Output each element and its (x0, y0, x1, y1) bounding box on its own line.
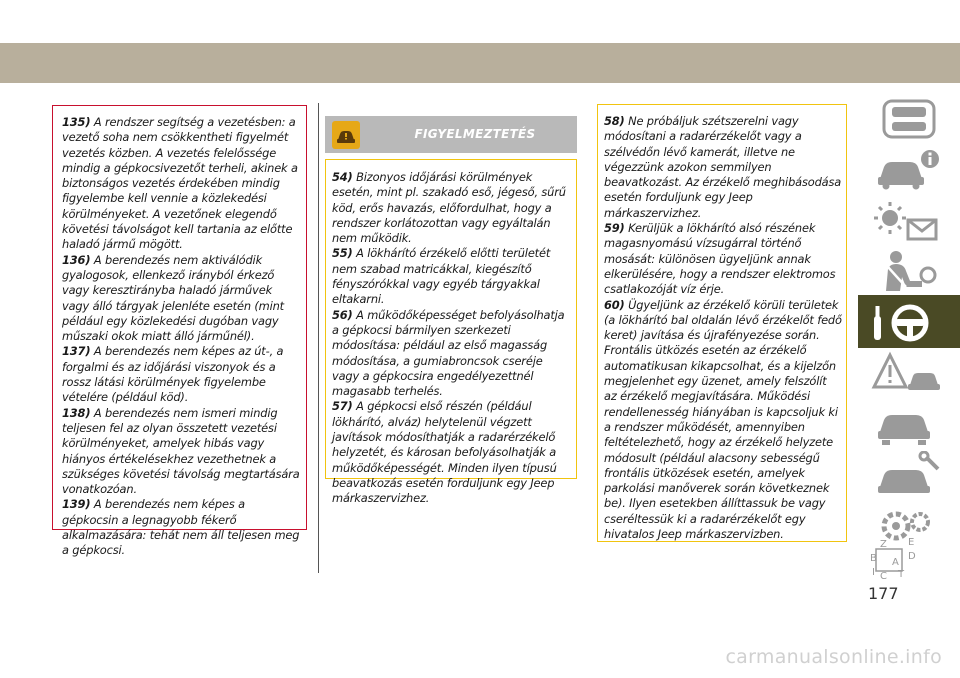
car-warning-icon (331, 120, 361, 150)
chapter-tab-info[interactable] (858, 142, 960, 195)
note-137: 137) A berendezés nem képes az út-, a forgalmi és az időjárási viszonyok és a rossz látási körülmények figyelembe vételére (például köd). (62, 344, 284, 405)
chapter-tab-lights[interactable] (858, 193, 960, 246)
watermark: carmanualsonline.info (725, 646, 942, 668)
svg-text:E: E (908, 537, 915, 548)
column-divider (318, 103, 319, 573)
chapter-tab-emergency[interactable] (858, 346, 960, 399)
svg-text:I: I (872, 567, 875, 578)
chapter-tab-driving-active[interactable] (858, 295, 960, 348)
chapter-tab-maintenance[interactable] (858, 397, 960, 450)
warning-notes-column-1 (52, 105, 307, 558)
car-maintenance-icon (866, 400, 952, 448)
note-59: 59) Kerüljük a lökhárító alsó részének magasnyomású vízsugárral történő mosását: különösen ügyeljünk annak elkerülésére, hogy a rendszer elektromos csatlakozóját víz érje. (604, 221, 836, 297)
steering-wheel-key-icon (866, 298, 952, 346)
warning-title: FIGYELMEZTETÉS (414, 127, 536, 141)
person-seatbelt-icon (866, 247, 952, 295)
svg-text:C: C (880, 571, 887, 582)
note-57: 57) A gépkocsi első részén (például lökhárító, alváz) helytelenül végzett javítások módosíthatják a radarérzékelő helyzetét, és károsan befolyásolhatják a működőképességét. Minden ilyen típusú beavatkozás esetén forduljunk egy Jeep márkaszervizhez. (332, 399, 557, 506)
warning-notes-column-3 (597, 104, 847, 542)
note-55: 55) A lökhárító érzékelő előtti területét nem szabad matricákkal, kiegészítő fényszórókkal vagy egyéb tárgyakkal eltakarni. (332, 246, 551, 307)
note-58: 58) Ne próbáljuk szétszerelni vagy módosítani a radarérzékelőt vagy a szélvédőn lévő kamerát, illetve ne végezzünk azokon semmilyen beavatkozást. Az érzékelő meghibásodása esetén forduljunk egy Jeep márkaszervizhez. (604, 114, 842, 220)
chapter-tab-vehicle[interactable] (858, 92, 960, 145)
car-info-icon (866, 145, 952, 193)
chapter-tab-index[interactable] (858, 532, 960, 585)
alphabet-index-icon (866, 535, 952, 585)
wrench-car-icon (866, 451, 952, 499)
note-139: 139) A berendezés nem képes a gépkocsin a legnagyobb fékerő alkalmazására: tehát nem áll teljesen meg a gépkocsi. (62, 497, 300, 558)
svg-text:T: T (898, 569, 905, 580)
note-56: 56) A működőképességet befolyásolhatja a gépkocsi bármilyen szerkezeti módosítása: például az első magasság módosítása, a gumiabroncsok cseréje vagy a gépkocsira engedélyezettnél magasabb terhelés. (332, 307, 565, 399)
chapter-sidebar (858, 92, 960, 582)
header-band (0, 43, 960, 83)
svg-text:B: B (870, 553, 877, 564)
note-60: 60) Ügyeljünk az érzékelő körüli területek (a lökhárító bal oldalán lévő érzékelőt fedő keret) javítása és újrafényezése során. Frontális ütközés esetén az érzékelő automatikusan kikapcsolhat, és a kijelzőn megjelenhet egy üzenet, amely felszólít az érzékelő megjavítására. Működési rendellenesség hiányában is kapcsoljuk ki a rendszer működését, amennyiben feltételezhető, hogy az érzékelő helyzete módosult (például alacsony sebességű frontális ütközések esetén, amelyek parkolási manőverek során következnek be). Ilyen esetekben állíttassuk be vagy cseréltessük ki a radarérzékelőt egy hivatalos Jeep márkaszervizben. (604, 297, 842, 542)
note-136: 136) A berendezés nem aktiválódik gyalogosok, ellenkező irányból érkező vagy keresztirányba haladó járművek vagy álló tárgyak jelenléte esetén (mint például egy közlekedési dugóban vagy műszaki okok miatt álló járműnél). (62, 252, 284, 344)
svg-text:Z: Z (880, 539, 887, 550)
svg-text:D: D (908, 551, 916, 562)
light-and-message-icon (866, 196, 952, 244)
note-138: 138) A berendezés nem ismeri mindig teljesen fel az olyan összetett vezetési körülményeket, amelyek hibás vagy hiányos értékelésekhez vezethetnek a szükséges követési távolság megtartására vonatkozóan. (62, 405, 300, 497)
warning-triangle-car-icon (866, 349, 952, 397)
note-135: 135) A rendszer segítség a vezetésben: a vezető soha nem csökkentheti figyelmét vezetés közben. A vezetés felelőssége mindig a gépkocsivezetőt terheli, akinek a biztonságos vezetés érdekében mindig figyelembe kell vennie a közlekedési körülményeket. A vezetőnek elegendő követési távolságot kell tartania az előtte haladó jármű mögött. (62, 115, 298, 252)
warning-notes-column-2 (325, 159, 577, 506)
chapter-tab-safety[interactable] (858, 244, 960, 297)
page-number: 177 (868, 584, 899, 603)
car-top-view-icon (866, 95, 952, 143)
note-54: 54) Bizonyos időjárási körülmények esetén, mint pl. szakadó eső, jégeső, sűrű köd, erős havazás, előfordulhat, hogy a rendszer korlátozottan vagy egyáltalán nem működik. (332, 170, 566, 246)
chapter-tab-service[interactable] (858, 448, 960, 501)
svg-text:A: A (892, 557, 899, 568)
warning-header (325, 116, 577, 153)
